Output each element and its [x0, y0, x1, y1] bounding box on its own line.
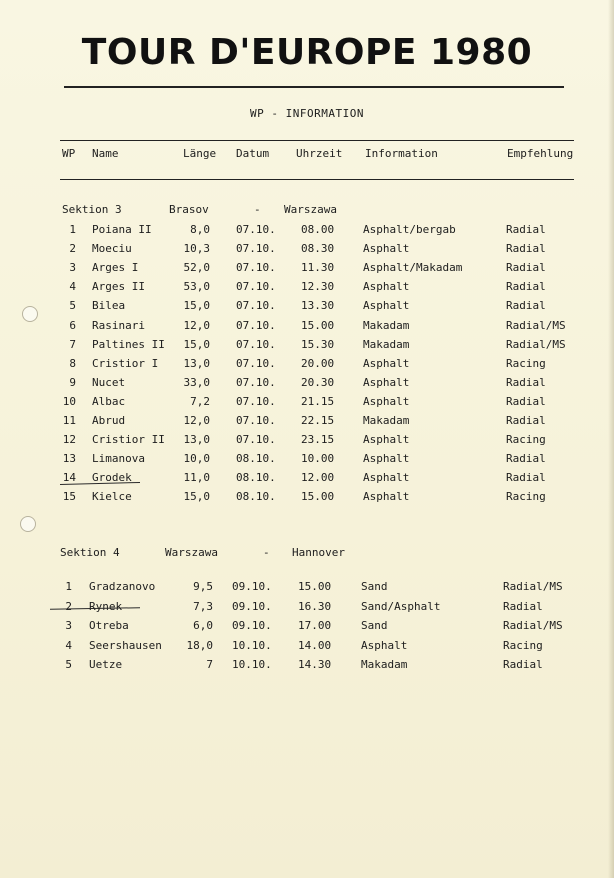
cell-uhrzeit: 15.00: [298, 580, 332, 593]
cell-uhrzeit: 12.30: [301, 280, 335, 294]
cell-wp: 3: [69, 261, 76, 275]
cell-wp: 8: [69, 356, 76, 370]
cell-datum: 08.10.: [236, 490, 276, 504]
cell-name: Abrud: [92, 414, 126, 427]
cell-uhrzeit: 22.15: [301, 414, 335, 427]
cell-datum: 07.10.: [236, 261, 276, 275]
cell-information: Asphalt: [363, 490, 410, 504]
cell-laenge: 7,3: [193, 599, 213, 613]
cell-name: Cristior II: [92, 433, 165, 447]
table-row: [0, 414, 614, 432]
cell-name: Seershausen: [89, 638, 162, 652]
cell-wp: 13: [62, 452, 76, 466]
cell-information: Asphalt: [363, 375, 410, 389]
cell-empfehlung: Radial: [506, 394, 546, 408]
cell-datum: 07.10.: [236, 242, 276, 256]
cell-empfehlung: Radial: [506, 375, 546, 389]
cell-empfehlung: Racing: [503, 638, 543, 652]
cell-information: Asphalt: [363, 242, 410, 256]
cell-laenge: 15,0: [183, 299, 210, 313]
cell-laenge: 12,0: [183, 318, 210, 332]
cell-uhrzeit: 14.00: [298, 638, 332, 652]
cell-name: Kielce: [92, 490, 132, 504]
cell-datum: 07.10.: [236, 356, 276, 370]
cell-datum: 10.10.: [232, 638, 272, 652]
cell-laenge: 6,0: [193, 619, 213, 632]
cell-empfehlung: Radial/MS: [506, 337, 566, 351]
cell-uhrzeit: 08.00: [301, 223, 335, 236]
cell-wp: 3: [65, 619, 72, 632]
cell-datum: 07.10.: [236, 375, 276, 389]
cell-information: Sand: [361, 580, 388, 593]
cell-datum: 07.10.: [236, 433, 276, 447]
punch-hole-lower: [20, 516, 36, 532]
cell-wp: 11: [62, 414, 76, 427]
header-rule-bottom: [60, 179, 574, 180]
cell-datum: 07.10.: [236, 223, 276, 236]
cell-name: Grodek: [92, 471, 132, 485]
cell-empfehlung: Radial: [506, 471, 546, 485]
table-row: [0, 338, 614, 356]
cell-wp: 10: [62, 394, 76, 408]
cell-uhrzeit: 14.30: [298, 658, 332, 671]
cell-information: Makadam: [363, 414, 410, 427]
cell-empfehlung: Radial: [503, 599, 543, 613]
cell-name: Arges I: [92, 261, 139, 275]
cell-wp: 12: [62, 433, 76, 447]
section-4-to: Hannover: [292, 546, 345, 559]
cell-name: Rasinari: [92, 318, 145, 332]
cell-empfehlung: Radial: [506, 280, 546, 294]
cell-datum: 10.10.: [232, 658, 272, 671]
section-3-to: Warszawa: [284, 203, 337, 216]
table-row: [0, 658, 614, 676]
cell-laenge: 10,3: [183, 242, 210, 256]
cell-information: Asphalt: [363, 299, 410, 313]
cell-datum: 09.10.: [232, 580, 272, 593]
cell-uhrzeit: 20.00: [301, 356, 335, 370]
section-3-label: Sektion 3: [62, 203, 122, 216]
cell-wp: 5: [69, 299, 76, 313]
cell-wp: 2: [69, 242, 76, 256]
cell-datum: 09.10.: [232, 619, 272, 632]
table-row: [0, 357, 614, 375]
cell-name: Uetze: [89, 658, 123, 671]
cell-information: Asphalt: [363, 452, 410, 466]
table-row: [0, 242, 614, 260]
table-row: [0, 376, 614, 394]
cell-datum: 07.10.: [236, 280, 276, 294]
cell-empfehlung: Radial: [506, 242, 546, 256]
cell-information: Asphalt: [363, 356, 410, 370]
cell-empfehlung: Radial/MS: [503, 619, 563, 632]
cell-wp: 15: [62, 490, 76, 504]
header-name: Name: [92, 147, 119, 160]
section-4-dash: -: [263, 546, 270, 559]
cell-wp: 4: [69, 280, 76, 294]
header-information: Information: [365, 147, 438, 160]
cell-uhrzeit: 08.30: [301, 242, 335, 256]
cell-laenge: 52,0: [183, 261, 210, 275]
cell-information: Asphalt: [361, 638, 408, 652]
cell-uhrzeit: 20.30: [301, 375, 335, 389]
cell-uhrzeit: 12.00: [301, 471, 335, 485]
table-row: [0, 452, 614, 470]
cell-laenge: 18,0: [186, 638, 213, 652]
document-title: TOUR D'EUROPE 1980: [81, 32, 533, 73]
cell-information: Makadam: [361, 658, 408, 671]
cell-laenge: 7: [206, 658, 213, 671]
cell-uhrzeit: 11.30: [301, 261, 335, 275]
title-rule: [64, 86, 564, 88]
cell-wp: 6: [69, 318, 76, 332]
cell-name: Arges II: [92, 280, 145, 294]
cell-information: Sand: [361, 619, 388, 632]
cell-information: Asphalt/bergab: [363, 223, 456, 236]
cell-uhrzeit: 16.30: [298, 599, 332, 613]
header-uhrzeit: Uhrzeit: [296, 147, 343, 160]
cell-datum: 08.10.: [236, 452, 276, 466]
cell-name: Gradzanovo: [89, 580, 156, 593]
cell-laenge: 10,0: [183, 452, 210, 466]
section-4-from: Warszawa: [165, 546, 218, 559]
table-row: [0, 619, 614, 637]
cell-empfehlung: Radial: [506, 261, 546, 275]
table-row: [0, 261, 614, 279]
table-row: [0, 471, 614, 489]
cell-laenge: 8,0: [190, 223, 210, 236]
cell-wp: 14: [62, 471, 76, 485]
cell-wp: 2: [65, 599, 72, 613]
cell-uhrzeit: 17.00: [298, 619, 332, 632]
header-wp: WP: [62, 147, 76, 160]
cell-wp: 1: [69, 223, 76, 236]
cell-laenge: 33,0: [183, 375, 210, 389]
cell-name: Cristior I: [92, 356, 159, 370]
cell-datum: 07.10.: [236, 414, 276, 427]
section-3-dash: -: [254, 203, 261, 216]
section-4-label: Sektion 4: [60, 546, 120, 559]
cell-laenge: 53,0: [183, 280, 210, 294]
cell-wp: 7: [69, 337, 76, 351]
cell-wp: 5: [65, 658, 72, 671]
table-row: [0, 639, 614, 657]
cell-laenge: 9,5: [193, 580, 213, 593]
header-rule-top: [60, 140, 574, 141]
table-row: [0, 223, 614, 241]
cell-wp: 1: [65, 580, 72, 593]
cell-laenge: 13,0: [183, 356, 210, 370]
cell-datum: 07.10.: [236, 299, 276, 313]
cell-laenge: 11,0: [183, 471, 210, 485]
cell-name: Bilea: [92, 299, 126, 313]
cell-uhrzeit: 23.15: [301, 433, 335, 447]
cell-datum: 07.10.: [236, 337, 276, 351]
cell-empfehlung: Racing: [506, 490, 546, 504]
cell-laenge: 13,0: [183, 433, 210, 447]
cell-empfehlung: Radial: [506, 452, 546, 466]
cell-empfehlung: Radial/MS: [506, 318, 566, 332]
header-empfehlung: Empfehlung: [507, 147, 574, 160]
table-row: [0, 299, 614, 317]
table-row: [0, 433, 614, 451]
cell-empfehlung: Radial: [506, 414, 546, 427]
cell-information: Sand/Asphalt: [361, 599, 441, 613]
cell-empfehlung: Racing: [506, 356, 546, 370]
cell-laenge: 15,0: [183, 490, 210, 504]
table-row: [0, 280, 614, 298]
cell-datum: 07.10.: [236, 318, 276, 332]
cell-empfehlung: Racing: [506, 433, 546, 447]
cell-uhrzeit: 21.15: [301, 394, 335, 408]
cell-name: Albac: [92, 394, 126, 408]
cell-uhrzeit: 15.00: [301, 318, 335, 332]
cell-laenge: 7,2: [190, 394, 210, 408]
table-row: [0, 580, 614, 598]
cell-information: Asphalt: [363, 394, 410, 408]
cell-datum: 08.10.: [236, 471, 276, 485]
cell-information: Asphalt: [363, 280, 410, 294]
cell-name: Paltines II: [92, 337, 165, 351]
cell-laenge: 15,0: [183, 337, 210, 351]
cell-information: Makadam: [363, 337, 410, 351]
cell-name: Limanova: [92, 452, 145, 466]
cell-empfehlung: Radial: [503, 658, 543, 671]
document-subtitle: WP - INFORMATION: [250, 107, 364, 120]
cell-name: Nucet: [92, 375, 126, 389]
header-datum: Datum: [236, 147, 270, 160]
table-row: [0, 490, 614, 508]
cell-empfehlung: Radial: [506, 299, 546, 313]
cell-name: Moeciu: [92, 242, 132, 256]
cell-information: Makadam: [363, 318, 410, 332]
cell-empfehlung: Radial/MS: [503, 580, 563, 593]
cell-name: Rynek: [89, 599, 123, 613]
table-row: [0, 395, 614, 413]
cell-wp: 9: [69, 375, 76, 389]
cell-information: Asphalt/Makadam: [363, 261, 463, 275]
table-row: [0, 319, 614, 337]
cell-uhrzeit: 15.30: [301, 337, 335, 351]
cell-uhrzeit: 10.00: [301, 452, 335, 466]
section-3-from: Brasov: [169, 203, 209, 216]
cell-empfehlung: Radial: [506, 223, 546, 236]
cell-datum: 09.10.: [232, 599, 272, 613]
cell-laenge: 12,0: [183, 414, 210, 427]
cell-wp: 4: [65, 638, 72, 652]
cell-uhrzeit: 13.30: [301, 299, 335, 313]
cell-name: Otreba: [89, 619, 129, 632]
cell-uhrzeit: 15.00: [301, 490, 335, 504]
cell-information: Asphalt: [363, 433, 410, 447]
cell-information: Asphalt: [363, 471, 410, 485]
cell-datum: 07.10.: [236, 394, 276, 408]
header-laenge: Länge: [183, 147, 217, 160]
cell-name: Poiana II: [92, 223, 152, 236]
